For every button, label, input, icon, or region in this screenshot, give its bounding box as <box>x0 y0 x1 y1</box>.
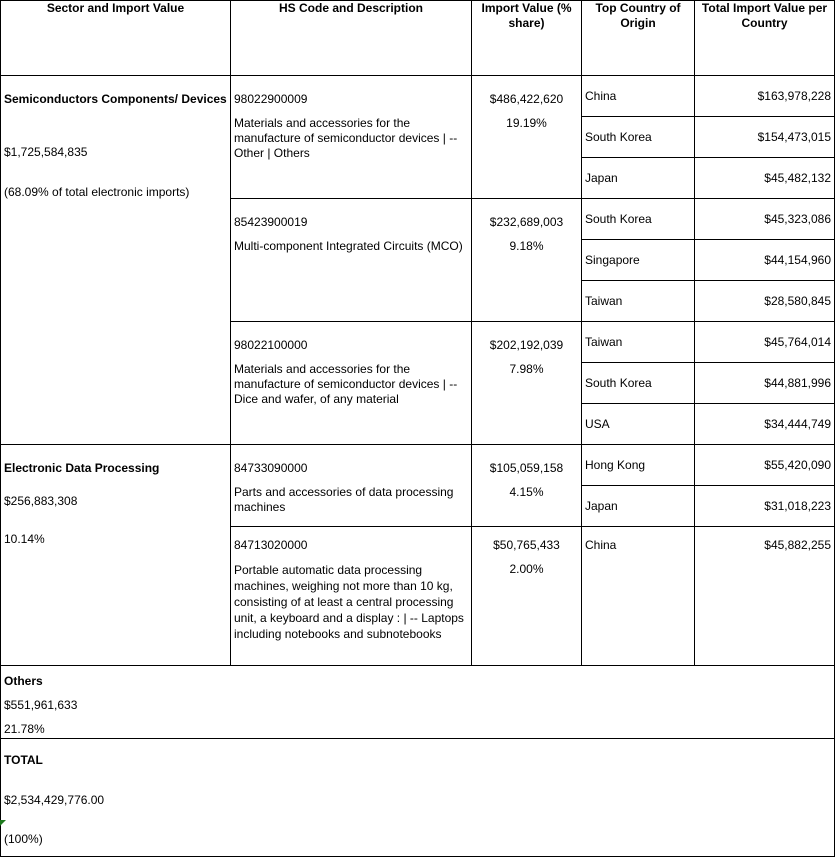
import-value-cell <box>472 527 582 666</box>
hs-code: 85423900019 <box>234 215 308 229</box>
hs-cell <box>231 322 472 445</box>
country-value: $45,764,014 <box>695 322 835 363</box>
header-import-value: Import Value (% share) <box>472 1 582 76</box>
table-row-total <box>1 739 835 857</box>
hs-code: 84713020000 <box>234 538 308 552</box>
country-value: $154,473,015 <box>695 117 835 158</box>
country-value: $34,444,749 <box>695 404 835 445</box>
header-top-country: Top Country of Origin <box>582 1 695 76</box>
hs-description: Materials and accessories for the manufacture of semiconductor devices | -- Dice and wafer, of any material <box>234 362 458 406</box>
sector-share: 10.14% <box>4 532 45 546</box>
country: South Korea <box>582 117 695 158</box>
country-value: $45,882,255 <box>695 527 835 666</box>
total-share: (100%) <box>4 832 43 846</box>
country-value: $45,323,086 <box>695 199 835 240</box>
total-value: $2,534,429,776.00 <box>4 793 105 807</box>
country: Taiwan <box>582 322 695 363</box>
country-value: $55,420,090 <box>695 445 835 486</box>
table-row-others <box>1 666 835 739</box>
import-value: $50,765,433 <box>493 538 560 552</box>
hs-cell <box>231 199 472 322</box>
sector-title: Electronic Data Processing <box>4 461 160 475</box>
import-value-cell <box>472 322 582 445</box>
import-share: 9.18% <box>509 239 544 253</box>
hs-description: Portable automatic data processing machines, weighing not more than 10 kg, consisting of at least a central processing unit, a keyboard and a display : | -- Laptops including notebooks and subnotebooks <box>234 563 464 641</box>
country: Japan <box>582 158 695 199</box>
others-value: $551,961,633 <box>4 698 78 712</box>
table-row <box>1 445 835 486</box>
hs-cell <box>231 527 472 666</box>
sector-value: $1,725,584,835 <box>4 145 88 159</box>
hs-description: Multi-component Integrated Circuits (MCO) <box>234 239 463 253</box>
hs-cell <box>231 76 472 199</box>
others-title: Others <box>4 674 43 688</box>
country: South Korea <box>582 363 695 404</box>
country: USA <box>582 404 695 445</box>
import-value: $232,689,003 <box>489 215 564 229</box>
country: China <box>582 76 695 117</box>
import-value: $105,059,158 <box>489 461 564 475</box>
hs-code: 98022900009 <box>234 92 308 106</box>
table-row <box>1 76 835 117</box>
import-value-cell <box>472 445 582 527</box>
country: Hong Kong <box>582 445 695 486</box>
country: South Korea <box>582 199 695 240</box>
header-row <box>1 1 835 76</box>
country-value: $44,154,960 <box>695 240 835 281</box>
country-value: $44,881,996 <box>695 363 835 404</box>
country: China <box>582 527 695 666</box>
sector-value: $256,883,308 <box>4 494 78 508</box>
country: Japan <box>582 486 695 527</box>
cell-comment-marker <box>0 820 6 826</box>
hs-code: 84733090000 <box>234 461 308 475</box>
country: Singapore <box>582 240 695 281</box>
import-value-cell <box>472 199 582 322</box>
country-value: $28,580,845 <box>695 281 835 322</box>
sector-share: (68.09% of total electronic imports) <box>4 185 190 199</box>
import-share: 2.00% <box>509 562 544 576</box>
hs-cell <box>231 445 472 527</box>
hs-code: 98022100000 <box>234 338 308 352</box>
header-hs-code: HS Code and Description <box>231 1 472 76</box>
total-title: TOTAL <box>4 753 43 767</box>
sector-title: Semiconductors Components/ Devices <box>4 92 227 106</box>
country-value: $163,978,228 <box>695 76 835 117</box>
import-value: $202,192,039 <box>489 338 564 352</box>
import-share: 19.19% <box>506 116 547 130</box>
sector-edp <box>1 445 231 666</box>
country: Taiwan <box>582 281 695 322</box>
header-sector: Sector and Import Value <box>1 1 231 76</box>
total-cell <box>1 739 835 857</box>
import-value: $486,422,620 <box>489 92 564 106</box>
hs-description: Materials and accessories for the manufacture of semiconductor devices | -- Other | Others <box>234 116 458 160</box>
import-share: 7.98% <box>509 362 544 376</box>
country-value: $45,482,132 <box>695 158 835 199</box>
sector-semiconductors <box>1 76 231 445</box>
import-share: 4.15% <box>509 485 544 499</box>
others-share: 21.78% <box>4 722 45 736</box>
header-total-per-country: Total Import Value per Country <box>695 1 835 76</box>
hs-description: Parts and accessories of data processing machines <box>234 485 454 514</box>
country-value: $31,018,223 <box>695 486 835 527</box>
others-cell <box>1 666 835 739</box>
import-value-cell <box>472 76 582 199</box>
